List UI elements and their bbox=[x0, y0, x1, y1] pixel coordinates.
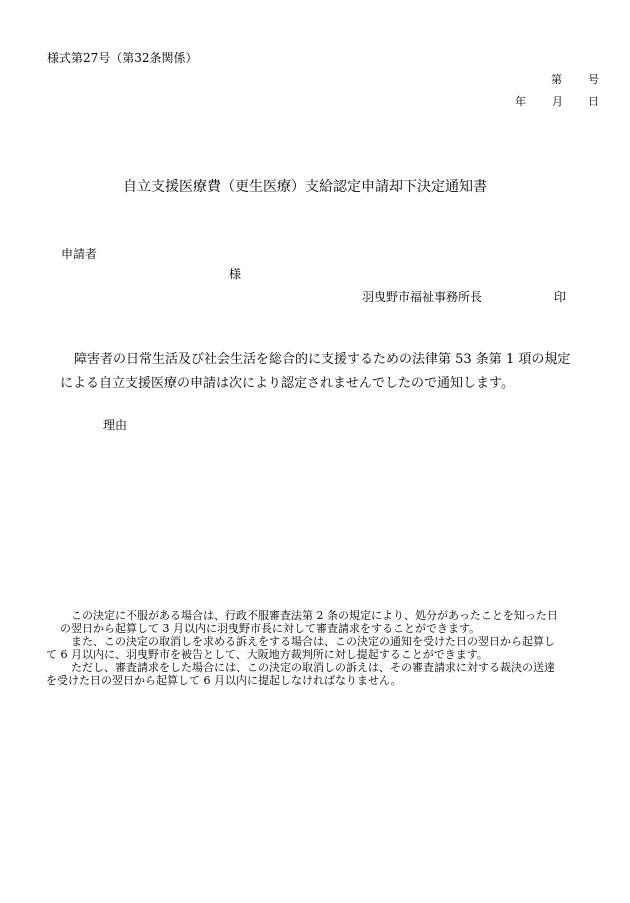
doc-number-go: 号 bbox=[588, 73, 599, 86]
doc-number-dai: 第 bbox=[551, 73, 562, 86]
notice-line: この決定に不服がある場合は、行政不服審査法第 2 条の規定により、処分があったことを知った日 bbox=[60, 609, 558, 622]
date-day: 日 bbox=[588, 95, 599, 108]
issuer-name: 羽曳野市福祉事務所長 bbox=[362, 290, 483, 304]
issuer-seal: 印 bbox=[554, 290, 567, 304]
reason-label: 理由 bbox=[103, 418, 128, 432]
notice-line: ただし、審査請求をした場合には、この決定の取消しの訴えは、その審査請求に対する裁決の送達 bbox=[60, 661, 555, 674]
notice-line: て 6 月以内に、羽曳野市を被告として、大阪地方裁判所に対し提起することができます。 bbox=[46, 648, 488, 661]
date-month: 月 bbox=[552, 95, 563, 108]
document-title: 自立支援医療費（更生医療）支給認定申請却下決定通知書 bbox=[123, 179, 487, 195]
applicant-honorific: 様 bbox=[229, 267, 242, 281]
body-line-2: による自立支援医療の申請は次により認定されませんでしたので通知します。 bbox=[60, 376, 514, 391]
notice-line: の翌日から起算して 3 月以内に羽曳野市長に対して審査請求をすることができます。 bbox=[60, 622, 481, 635]
form-number: 様式第27号（第32条関係） bbox=[47, 51, 198, 65]
applicant-label: 申請者 bbox=[61, 247, 98, 261]
notice-line: を受けた日の翌日から起算して 6 月以内に提起しなければなりません。 bbox=[46, 674, 402, 687]
date-year: 年 bbox=[515, 95, 526, 108]
appeal-notice bbox=[46, 609, 606, 687]
body-line-1: 障害者の日常生活及び社会生活を総合的に支援するための法律第 53 条第 1 項の規定 bbox=[74, 352, 571, 367]
notice-line: また、この決定の取消しを求める訴えをする場合は、この決定の通知を受けた日の翌日から起算し bbox=[60, 635, 555, 648]
